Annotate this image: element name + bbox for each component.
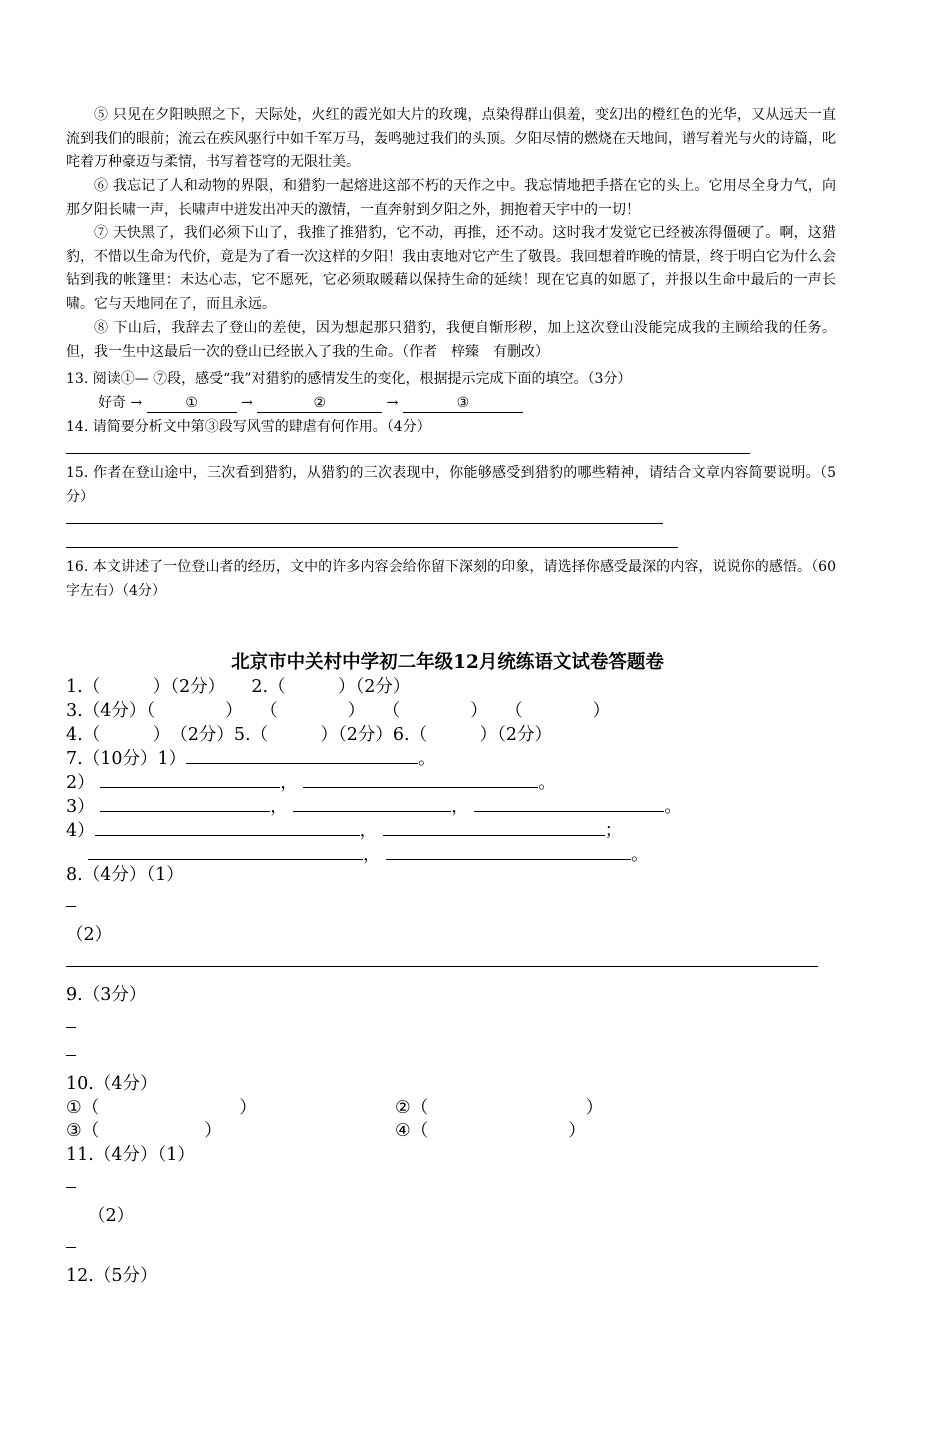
q10-answer-1[interactable]: ①（ ） xyxy=(66,1098,257,1118)
q7-1-blank[interactable] xyxy=(186,746,418,764)
q7-4-blank-c[interactable] xyxy=(88,842,363,860)
q13-blank-3[interactable] xyxy=(403,395,523,413)
q7-4-blank-b[interactable] xyxy=(383,818,605,836)
question-13: 13. 阅读①— ⑦段，感受“我”对猎豹的感情发生的变化，根据提示完成下面的填空。（3分） xyxy=(66,371,632,387)
answer-row-7-4a xyxy=(66,817,622,842)
q7-4-label: 4） xyxy=(66,821,95,841)
answer-row-8-2: （2） xyxy=(66,925,113,945)
q7-2-blank-b[interactable] xyxy=(303,770,538,788)
semicolon: ； xyxy=(604,821,623,841)
q7-2-label: 2） xyxy=(66,773,95,793)
answer-row-7-2 xyxy=(66,769,556,794)
comma: ， xyxy=(270,797,288,817)
q7-4-blank-d[interactable] xyxy=(386,842,631,860)
answer-row-7 xyxy=(66,745,436,770)
q7-3-blank-a[interactable] xyxy=(100,794,270,812)
paragraph-7: ⑦ 天快黑了，我们必须下山了，我推了推猎豹，它不动，再推，还不动。这时我才发觉它已经被冻得僵硬了。啊，这猎豹，不惜以生命为代价，竟是为了看一次这样的夕阳！我由衷地对它产生了敬畏。我回想着昨晚的情景，终于明白它为什么会钻到我的帐篷里：未达心志，它不愿死，它必须取暖藉以保持生命的延续！现在它真的如愿了，并报以生命中最后的一声长啸。它与天地同在了，而且永远。 xyxy=(66,225,836,312)
comma: ， xyxy=(451,797,469,817)
q15-answer-line-2[interactable] xyxy=(66,547,678,548)
q10-answer-2[interactable]: ②（ ） xyxy=(395,1098,604,1118)
period: 。 xyxy=(664,797,682,817)
answer-row-9: 9.（3分） xyxy=(66,985,147,1005)
q8-2-answer-line[interactable] xyxy=(66,966,818,967)
q13-blank-2-label: ② xyxy=(313,395,327,411)
answer-row-11: 11.（4分）（1） xyxy=(66,1145,195,1165)
paragraph-6: ⑥ 我忘记了人和动物的界限，和猎豹一起熔进这部不朽的天作之中。我忘情地把手搭在它的头上。它用尽全身力气，向那夕阳长啸一声，长啸声中迸发出冲天的激情，一直奔射到夕阳之外，拥抱着天宇中的一切！ xyxy=(66,178,836,218)
comma: ， xyxy=(363,845,381,865)
period: 。 xyxy=(418,749,436,769)
answer-row-1-2[interactable]: 1.（ ）（2分） 2.（ ）（2分） xyxy=(66,677,411,697)
answer-row-11-2: （2） xyxy=(88,1206,135,1226)
q7-3-blank-b[interactable] xyxy=(293,794,451,812)
answer-row-12: 12.（5分） xyxy=(66,1266,158,1286)
question-16: 16. 本文讲述了一位登山者的经历，文中的许多内容会给你留下深刻的印象，请选择你感受最深的内容，说说你的感悟。（60字左右）（4分） xyxy=(66,559,836,599)
q7-2-blank-a[interactable] xyxy=(100,770,280,788)
q9-answer-line-2[interactable] xyxy=(66,1055,76,1056)
answer-sheet-title: 北京市中关村中学初二年级12月统练语文试卷答题卷 xyxy=(231,652,664,673)
answer-row-3[interactable]: 3.（4分）（ ） （ ） （ ） （ ） xyxy=(66,701,611,721)
paragraph-5: ⑤ 只见在夕阳映照之下，天际处，火红的霞光如大片的玫瑰，点染得群山俱羞，变幻出的橙红色的光华，又从远天一直流到我们的眼前；流云在疾风驱行中如千军万马，轰鸣驰过我们的头顶。夕阳尽情的燃烧在天地间，谱写着光与火的诗篇，叱咤着万种豪迈与柔情，书写着苍穹的无限壮美。 xyxy=(66,107,836,170)
paragraph-8: ⑧ 下山后，我辞去了登山的差使，因为想起那只猎豹，我便自惭形秽，加上这次登山没能完成我的主顾给我的任务。但，我一生中这最后一次的登山已经嵌入了我的生命。（作者 梓臻 有删改） xyxy=(66,320,836,360)
period: 。 xyxy=(538,773,556,793)
answer-row-10: 10.（4分） xyxy=(66,1074,158,1094)
q7-3-label: 3） xyxy=(66,797,95,817)
q11-1-answer-line[interactable] xyxy=(66,1187,76,1188)
comma: ， xyxy=(359,821,378,841)
q13-blank-1[interactable] xyxy=(147,395,237,413)
answer-row-8: 8.（4分）（1） xyxy=(66,865,184,885)
q14-answer-line[interactable] xyxy=(66,453,750,454)
q10-answer-4[interactable]: ④（ ） xyxy=(395,1121,586,1141)
q15-answer-line-1[interactable] xyxy=(66,523,663,524)
q13-start: 好奇 → xyxy=(98,395,143,411)
question-15: 15. 作者在登山途中，三次看到猎豹，从猎豹的三次表现中，你能够感受到猎豹的哪些精神，请结合文章内容简要说明。（5分） xyxy=(66,465,836,505)
answer-row-7-3 xyxy=(66,793,682,818)
q9-answer-line-1[interactable] xyxy=(66,1027,76,1028)
q13-blank-3-label: ③ xyxy=(456,395,470,411)
q13-blank-1-label: ① xyxy=(185,395,198,411)
arrow: → xyxy=(386,395,399,411)
answer-row-4-6[interactable]: 4.（ ） （2分）5.（ ）（2分）6.（ ）（2分） xyxy=(66,725,552,745)
q11-2-answer-line[interactable] xyxy=(66,1247,76,1248)
arrow: → xyxy=(241,395,253,411)
q13-blank-2[interactable] xyxy=(257,395,382,413)
question-14: 14. 请简要分析文中第③段写风雪的肆虐有何作用。（4分） xyxy=(66,419,431,435)
q10-answer-3[interactable]: ③（ ） xyxy=(66,1121,222,1141)
q13-fill-row xyxy=(98,392,523,413)
q7-4-blank-a[interactable] xyxy=(95,818,360,836)
comma: ， xyxy=(280,773,298,793)
q8-1-answer-line[interactable] xyxy=(66,906,76,907)
period: 。 xyxy=(631,845,649,865)
q7-label: 7.（10分）1） xyxy=(66,749,187,769)
q7-3-blank-c[interactable] xyxy=(474,794,664,812)
